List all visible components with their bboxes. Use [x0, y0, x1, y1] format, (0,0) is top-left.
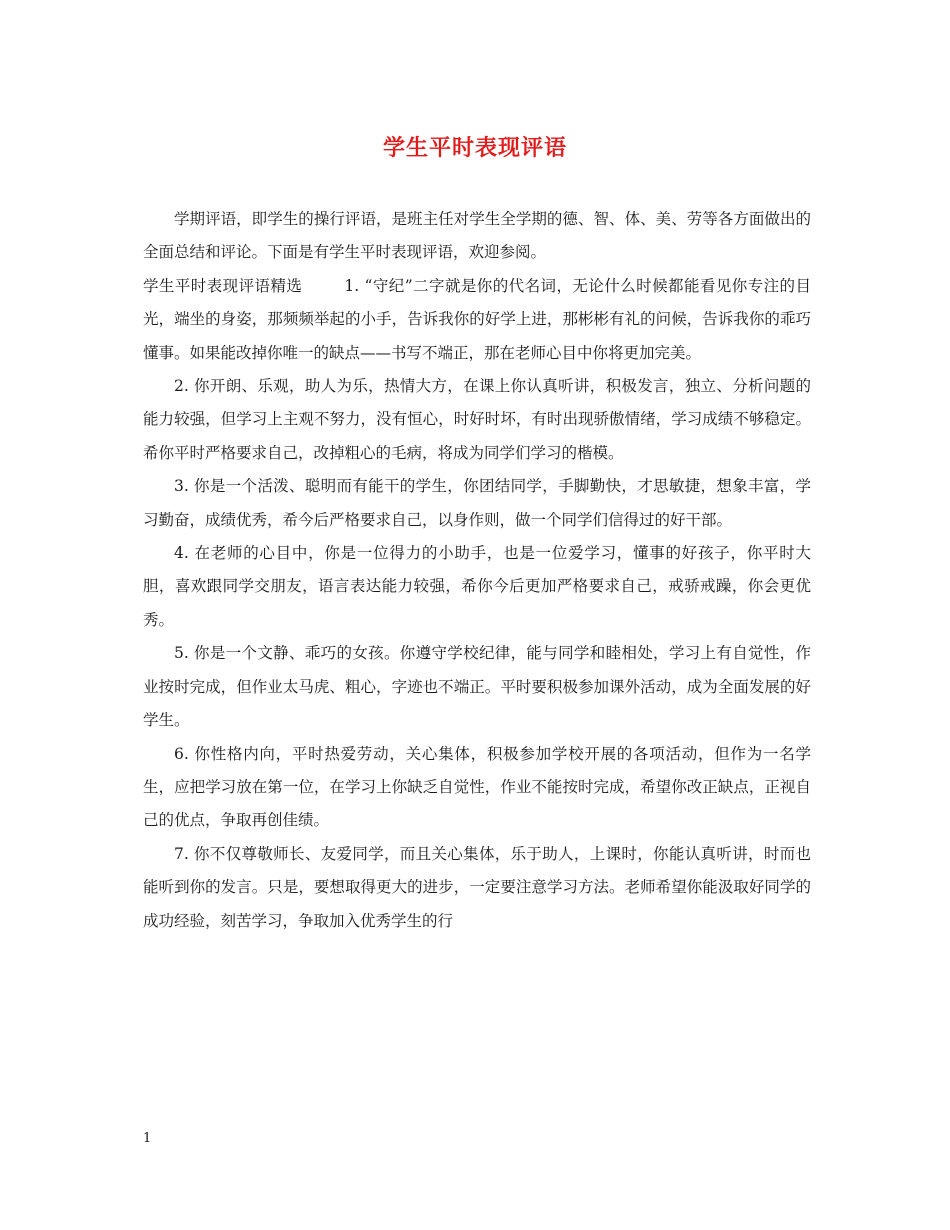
document-body: [143, 203, 811, 938]
paragraph-item-2: 2. 你开朗、乐观，助人为乐，热情大方，在课上你认真听讲，积极发言，独立、分析问题的能力较强，但学习上主观不努力，没有恒心，时好时坏，有时出现骄傲情绪，学习成绩不够稳定。希你平时严格要求自己，改掉粗心的毛病，将成为同学们学习的楷模。: [143, 377, 811, 462]
paragraph-item-5: 5. 你是一个文静、乖巧的女孩。你遵守学校纪律，能与同学和睦相处，学习上有自觉性，作业按时完成，但作业太马虎、粗心，字迹也不端正。平时要积极参加课外活动，成为全面发展的好学生。: [143, 644, 811, 730]
paragraph-item-7: 7. 你不仅尊敬师长、友爱同学，而且关心集体，乐于助人，上课时，你能认真听讲，时而也能听到你的发言。只是，要想取得更大的进步，一定要注意学习方法。老师希望你能汲取好同学的成功经验，刻苦学习，争取加入优秀学生的行: [143, 844, 811, 930]
paragraph-item-4: 4. 在老师的心目中，你是一位得力的小助手，也是一位爱学习，懂事的好孩子，你平时大胆，喜欢跟同学交朋友，语言表达能力较强，希你今后更加严格要求自己，戒骄戒躁，你会更优秀。: [143, 544, 811, 629]
item-text: 1. “守纪”二字就是你的代名词，无论什么时候都能看见你专注的目光，端坐的身姿，那频频举起的小手，告诉我你的好学上进，那彬彬有礼的问候，告诉我你的乖巧懂事。如果能改掉你唯一的缺点——书写不端正，那在老师心目中你将更加完美。: [143, 276, 811, 362]
section-heading: 学生平时表现评语精选: [143, 276, 303, 295]
page-number: 1: [143, 1131, 152, 1146]
document-title: 学生平时表现评语: [382, 135, 567, 161]
paragraph-item-1: [143, 270, 811, 370]
paragraph-item-3: 3. 你是一个活泼、聪明而有能干的学生，你团结同学，手脚勤快，才思敏捷，想象丰富，学习勤奋，成绩优秀，希今后严格要求自己，以身作则，做一个同学们信得过的好干部。: [143, 477, 811, 529]
intro-paragraph: 学期评语，即学生的操行评语，是班主任对学生全学期的德、智、体、美、劳等各方面做出的全面总结和评论。下面是有学生平时表现评语，欢迎参阅。: [143, 210, 811, 262]
paragraph-item-6: 6. 你性格内向，平时热爱劳动，关心集体，积极参加学校开展的各项活动，但作为一名学生，应把学习放在第一位，在学习上你缺乏自觉性，作业不能按时完成，希望你改正缺点，正视自己的优点，争取再创佳绩。: [143, 744, 811, 830]
